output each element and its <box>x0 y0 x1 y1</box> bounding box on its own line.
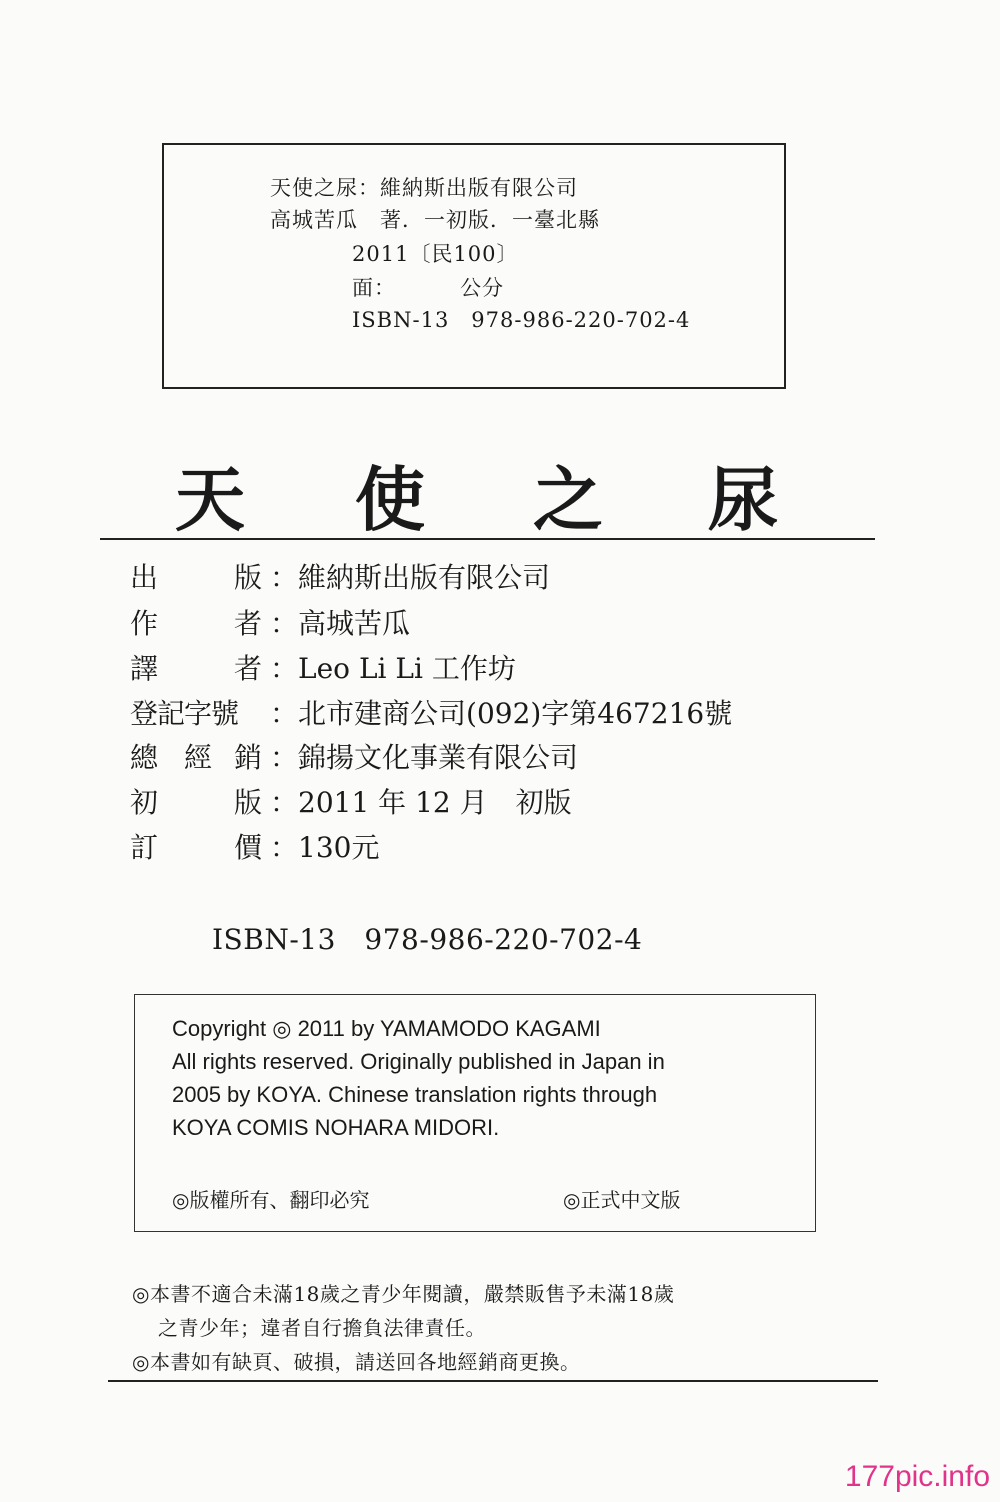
title-char-2: 使 <box>355 458 425 541</box>
translator-value: Leo Li Li 工作坊 <box>298 652 516 685</box>
title-char-4: 尿 <box>708 458 778 541</box>
bottom-rule <box>108 1380 878 1382</box>
cip-line-1: 天使之尿：維納斯出版有限公司 <box>270 176 578 200</box>
age-notice-line-1: ◎本書不適合未滿18歲之青少年閱讀，嚴禁販售予未滿18歲 <box>132 1282 675 1306</box>
age-notice-line-2: 之青少年；違者自行擔負法律責任。 <box>158 1316 486 1340</box>
edition-value: 2011 年 12 月 初版 <box>298 786 572 819</box>
info-price: 訂 價 ：130元 <box>130 831 380 864</box>
copyright-line-2: All rights reserved. Originally published in Japan in <box>172 1049 665 1074</box>
info-author: 作 者 ：高城苦瓜 <box>130 607 411 640</box>
cip-line-4-label: 面： <box>352 276 396 300</box>
title-char-1: 天 <box>175 458 245 541</box>
distributor-value: 錦揚文化事業有限公司 <box>298 741 579 774</box>
info-registration: 登記字號 ：北市建商公司(092)字第467216號 <box>130 697 733 730</box>
copyright-line-1: Copyright ◎ 2011 by YAMAMODO KAGAMI <box>172 1016 601 1041</box>
info-publisher: 出 版 ：維納斯出版有限公司 <box>130 561 551 594</box>
cip-line-5: ISBN-13 978-986-220-702-4 <box>352 308 691 332</box>
official-edition-note: ◎正式中文版 <box>563 1188 681 1212</box>
price-value: 130元 <box>298 831 380 864</box>
isbn-number: ISBN-13 978-986-220-702-4 <box>212 923 643 956</box>
title-char-3: 之 <box>533 458 603 541</box>
copyright-line-3: 2005 by KOYA. Chinese translation rights through <box>172 1082 658 1107</box>
info-distributor: 總 經 銷 ：錦揚文化事業有限公司 <box>130 741 579 774</box>
registration-value: 北市建商公司(092)字第467216號 <box>298 697 733 730</box>
cip-line-3: 2011〔民100〕 <box>352 242 519 266</box>
info-edition: 初 版 ：2011 年 12 月 初版 <box>130 786 572 819</box>
info-translator: 譯 者 ：Leo Li Li 工作坊 <box>130 652 516 685</box>
cip-line-2: 高城苦瓜 著．一初版．一臺北縣 <box>270 208 600 232</box>
cip-line-4-unit: 公分 <box>460 276 504 300</box>
author-value: 高城苦瓜 <box>298 607 411 640</box>
site-watermark: 177pic.info <box>844 1460 990 1493</box>
title-rule <box>100 538 875 540</box>
publisher-value: 維納斯出版有限公司 <box>298 561 551 594</box>
defect-notice: ◎本書如有缺頁、破損，請送回各地經銷商更換。 <box>132 1350 581 1374</box>
copyright-line-4: KOYA COMIS NOHARA MIDORI. <box>172 1115 500 1140</box>
rights-reserved-note: ◎版權所有、翻印必究 <box>172 1188 370 1212</box>
